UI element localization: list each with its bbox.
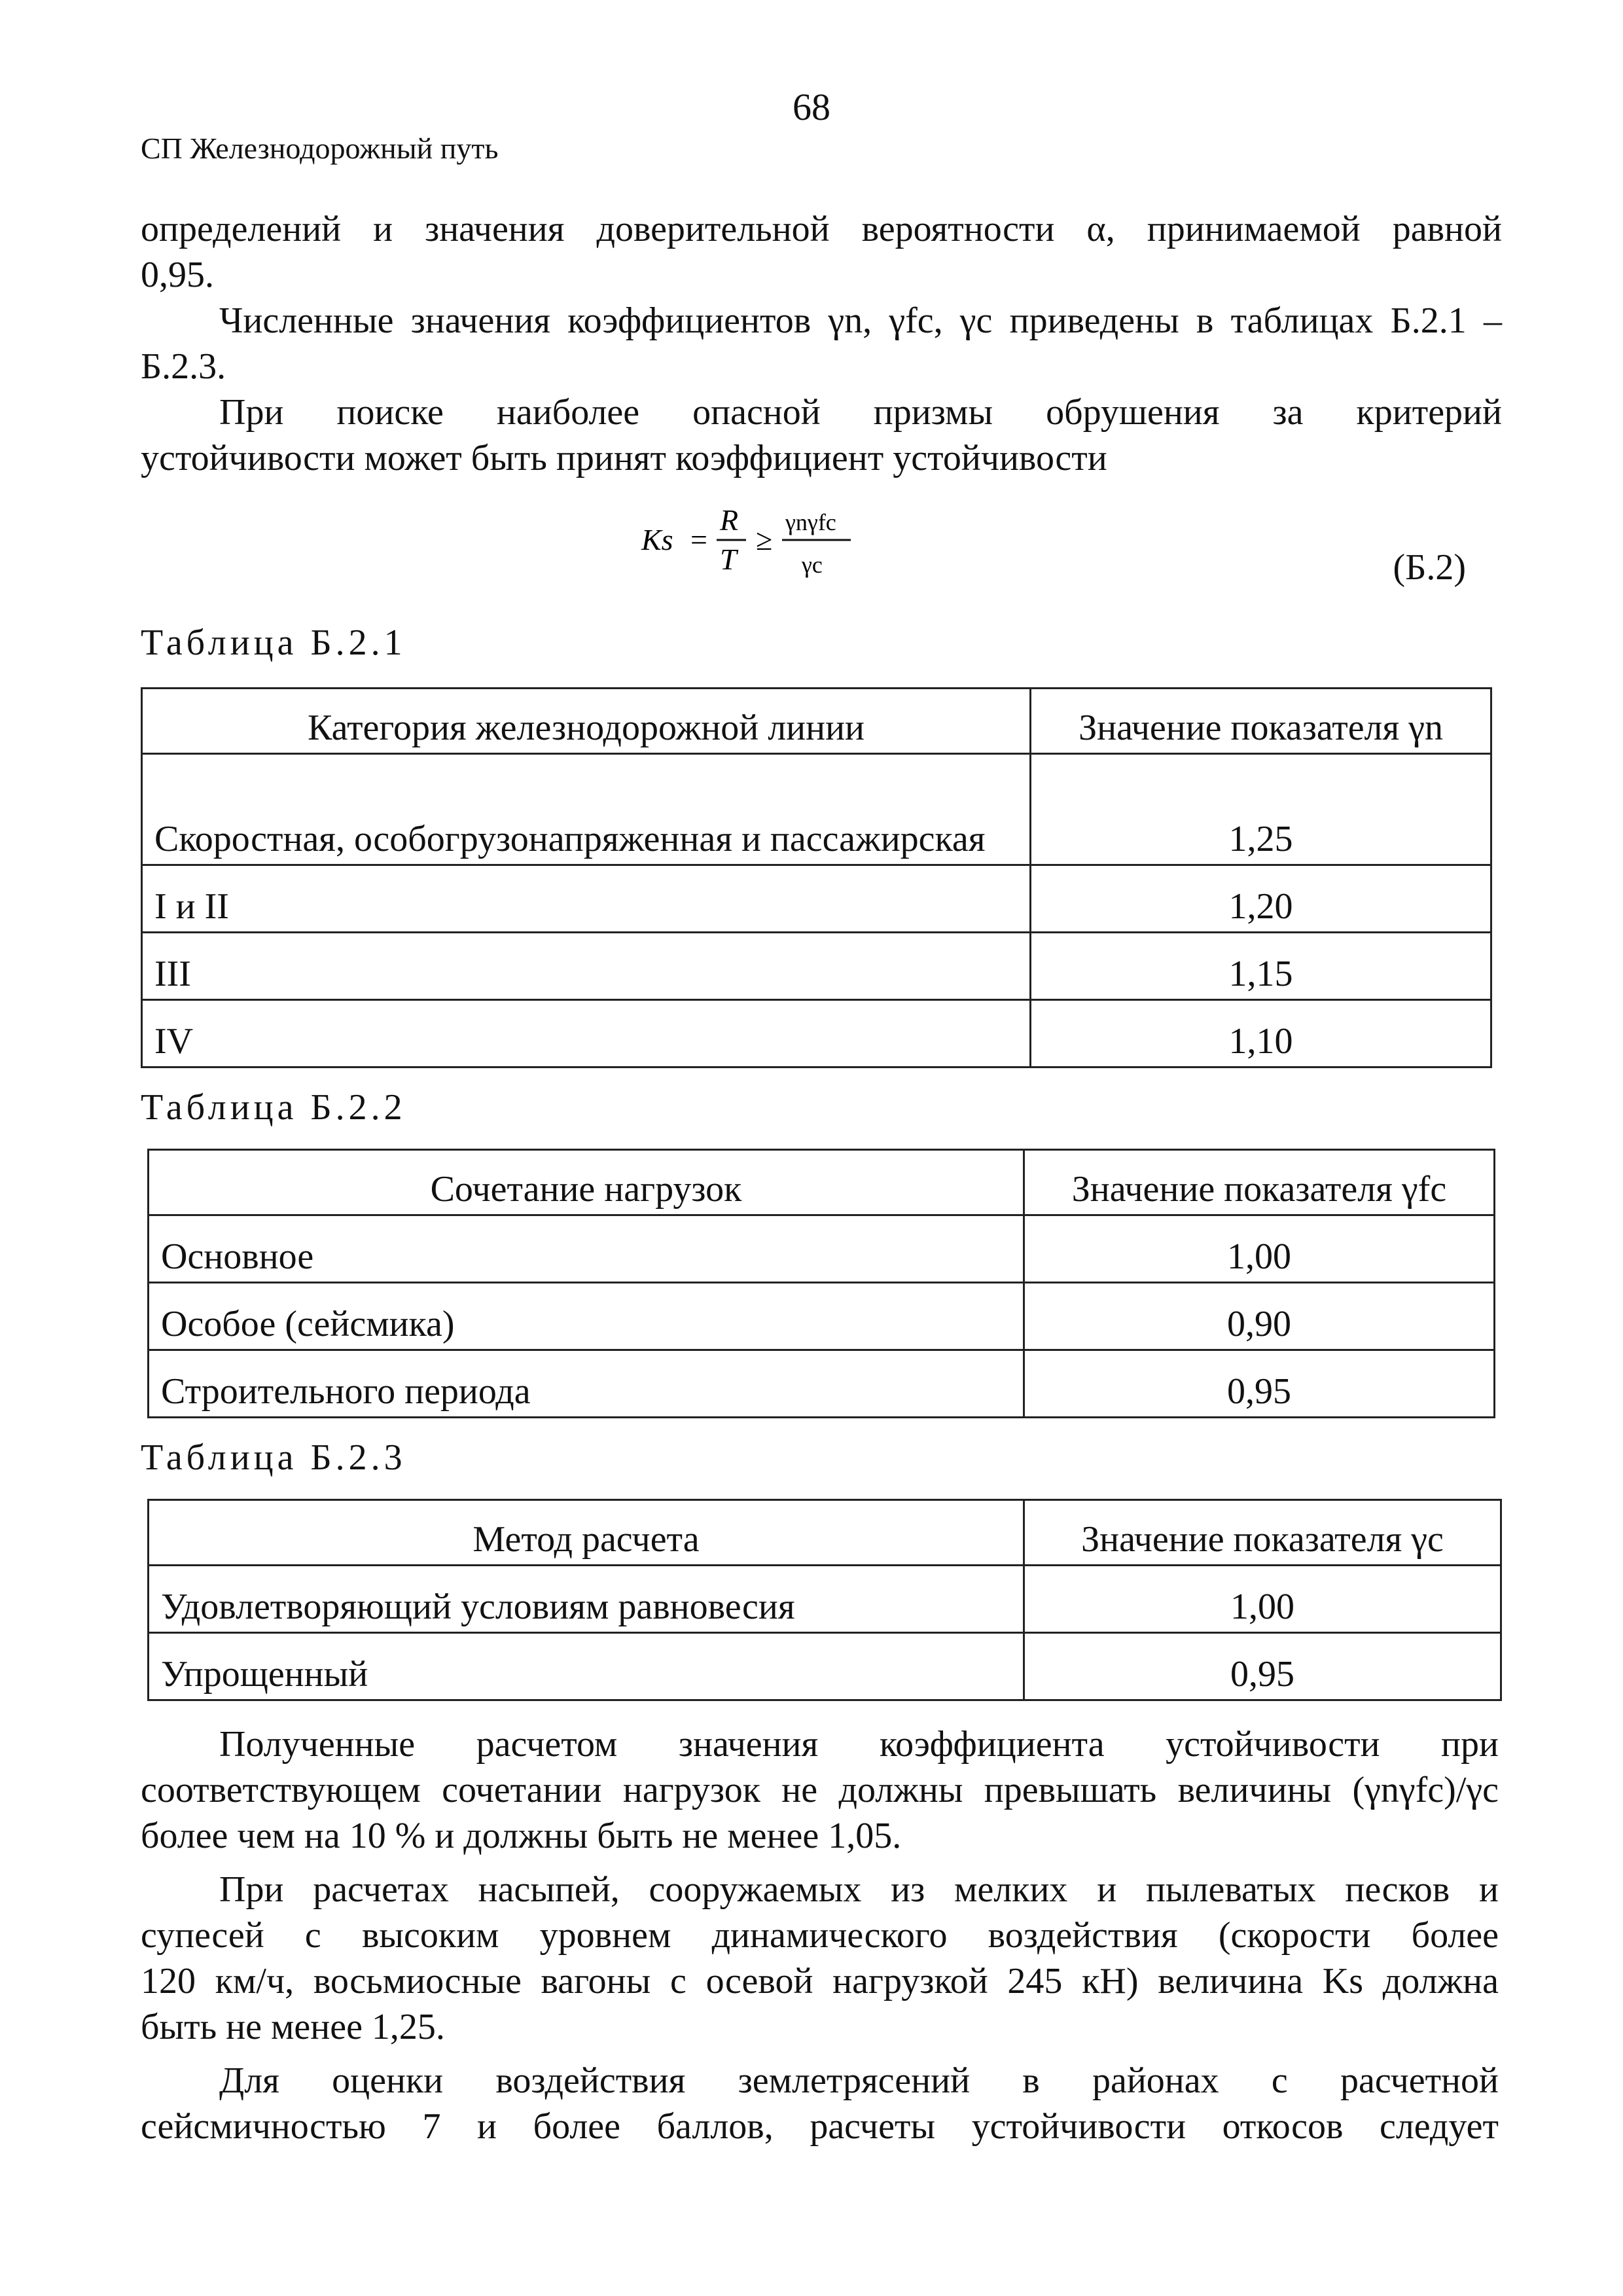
table-cell: Особое (сейсмика) [149,1283,1024,1350]
formula-geq: ≥ [756,523,773,556]
table-cell: 1,15 [1031,933,1491,1000]
table-b22 [147,1149,1495,1418]
table-cell: Основное [149,1215,1024,1283]
table-b23 [147,1499,1502,1701]
table-header-row [149,1150,1495,1215]
table-cell: 1,20 [1031,865,1491,933]
p3-line2: устойчивости может быть принят коэффициент устойчивости [141,438,1107,478]
p1-line1: определений и значения доверительной вероятности α, принимаемой равной [141,209,1502,249]
page-number: 68 [793,86,830,128]
table3-caption: Таблица Б.2.3 [141,1437,406,1478]
table-header-row [142,689,1491,754]
formula-den2: γc [802,552,823,578]
table-row [142,865,1491,933]
running-header: СП Железнодорожный путь [141,132,499,165]
table-header-cell: Категория железнодорожной линии [142,689,1031,754]
table1-caption: Таблица Б.2.1 [141,622,406,663]
formula-den1: T [720,543,737,576]
table-cell: 1,10 [1031,1000,1491,1067]
table-cell: Удовлетворяющий условиям равновесия [149,1566,1024,1633]
equation-number: (Б.2) [1393,547,1466,588]
table2-caption: Таблица Б.2.2 [141,1087,406,1128]
table-cell: 0,95 [1024,1350,1494,1418]
table-b21 [141,687,1492,1068]
p2-line1: Численные значения коэффициентов γn, γfc, γc приведены в таблицах Б.2.1 – [219,300,1502,341]
table-header-cell: Метод расчета [149,1500,1024,1566]
p4-line2: соответствующем сочетании нагрузок не должны превышать величины (γnγfc)/γc [141,1770,1499,1810]
p5-line1: При расчетах насыпей, сооружаемых из мелких и пылеватых песков и [219,1869,1499,1910]
table-cell: IV [142,1000,1031,1067]
table-cell: I и II [142,865,1031,933]
formula-num2: γnγfc [785,509,836,535]
p6-line2: сейсмичностью 7 и более баллов, расчеты устойчивости откосов следует [141,2106,1499,2147]
table-row [142,754,1491,865]
p4-line1: Полученные расчетом значения коэффициента устойчивости при [219,1724,1499,1765]
table-header-cell: Значение показателя γn [1031,689,1491,754]
table-row [149,1283,1495,1350]
table-cell: 0,90 [1024,1283,1494,1350]
table-cell: 0,95 [1024,1633,1501,1700]
table-row [142,933,1491,1000]
table-cell: Скоростная, особогрузонапряженная и пассажирская [142,754,1031,865]
closing-paragraphs [141,1721,1499,2149]
table-cell: Строительного периода [149,1350,1024,1418]
table-row [149,1566,1501,1633]
p2-line2: Б.2.3. [141,346,226,387]
table-row [149,1350,1495,1418]
table-header-row [149,1500,1501,1566]
p5-line2: супесей с высоким уровнем динамического воздействия (скорости более [141,1915,1499,1956]
table-row [149,1633,1501,1700]
p5-line4: быть не менее 1,25. [141,2007,445,2047]
table-cell: 1,00 [1024,1566,1501,1633]
table-header-cell: Значение показателя γfc [1024,1150,1494,1215]
p6-line1: Для оценки воздействия землетрясений в районах с расчетной [219,2060,1499,2101]
table-row [142,1000,1491,1067]
table-header-cell: Сочетание нагрузок [149,1150,1024,1215]
table-cell: 1,00 [1024,1215,1494,1283]
intro-paragraphs [141,206,1502,481]
table-row [149,1215,1495,1283]
p5-line3: 120 км/ч, восьмиосные вагоны с осевой нагрузкой 245 кН) величина Ks должна [141,1961,1499,2001]
table-cell: 1,25 [1031,754,1491,865]
formula-eq: = [690,523,707,556]
stability-formula [628,491,903,596]
p4-line3: более чем на 10 % и должны быть не менее 1,05. [141,1816,902,1856]
formula-num1: R [720,503,739,537]
table-cell: III [142,933,1031,1000]
p1-line2: 0,95. [141,255,214,295]
formula-lhs: Ks [641,523,673,556]
table-cell: Упрощенный [149,1633,1024,1700]
table-header-cell: Значение показателя γc [1024,1500,1501,1566]
p3-line1: При поиске наиболее опасной призмы обрушения за критерий [219,392,1502,433]
